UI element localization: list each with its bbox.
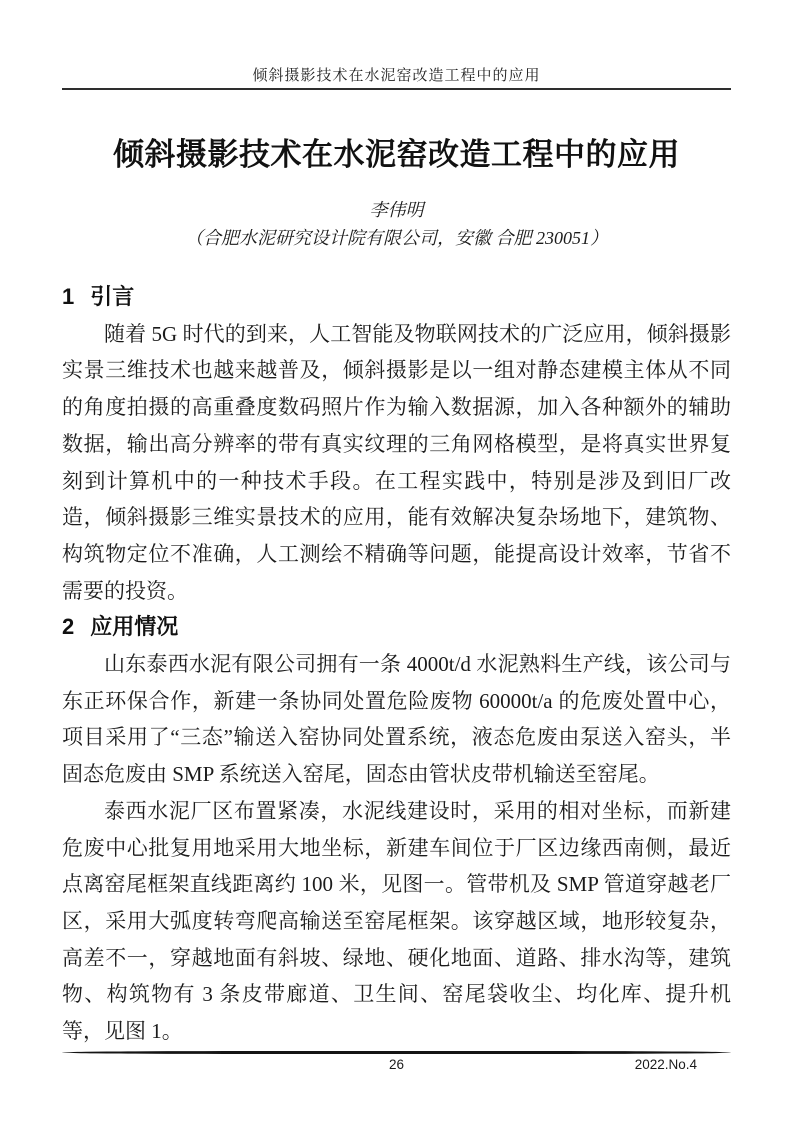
- author-affiliation: （合肥水泥研究设计院有限公司，安徽 合肥 230051）: [185, 228, 608, 248]
- section-number: 1: [62, 284, 75, 309]
- author-name: 李伟明: [369, 200, 424, 220]
- section-title: 应用情况: [90, 614, 179, 640]
- section-title: 引言: [90, 284, 135, 309]
- issue-number: 2022.No.4: [634, 1057, 697, 1072]
- running-header-title: 倾斜摄影技术在水泥窑改造工程中的应用: [252, 68, 541, 84]
- section-heading-1: [62, 279, 731, 316]
- page-content: [62, 0, 731, 1050]
- article-title: 倾斜摄影技术在水泥窑改造工程中的应用: [113, 137, 680, 172]
- section-heading-2: [62, 609, 731, 646]
- section-number: 2: [62, 614, 75, 640]
- paragraph: 山东泰西水泥有限公司拥有一条 4000t/d 水泥熟料生产线，该公司与东正环保合作，新建一条协同处置危险废物 60000t/a 的危废处置中心，项目采用了“三态”输送入窑协同处置系统，液态危废由泵送入窑头，半固态危废由 SMP 系统送入窑尾，固态由管状皮带机输送至窑尾。: [62, 652, 731, 787]
- paragraph: 泰西水泥厂区布置紧凑，水泥线建设时，采用的相对坐标，而新建危废中心批复用地采用大地坐标，新建车间位于厂区边缘西南侧，最近点离窑尾框架直线距离约 100 米，见图一。管带机及 SMP 管道穿越老厂区，采用大弧度转弯爬高输送至窑尾框架。该穿越区域，地形较复杂，高差不一，穿越地面有斜坡、绿地、硬化地面、道路、排水沟等，建筑物、构筑物有 3 条皮带廊道、卫生间、窑尾袋收尘、均化库、提升机等，见图 1。: [62, 798, 731, 1044]
- page-footer: [62, 1057, 731, 1077]
- footer-rule: [62, 1051, 731, 1054]
- page-number: 26: [388, 1057, 405, 1072]
- paragraph: 随着 5G 时代的到来，人工智能及物联网技术的广泛应用，倾斜摄影实景三维技术也越来越普及，倾斜摄影是以一组对静态建模主体从不同的角度拍摄的高重叠度数码照片作为输入数据源，加入各种额外的辅助数据，输出高分辨率的带有真实纹理的三角网格模型，是将真实世界复刻到计算机中的一种技术手段。在工程实践中，特别是涉及到旧厂改造，倾斜摄影三维实景技术的应用，能有效解决复杂场地下，建筑物、构筑物定位不准确，人工测绘不精确等问题，能提高设计效率，节省不需要的投资。: [62, 321, 731, 603]
- header-rule: [62, 88, 731, 90]
- article-body: [62, 279, 731, 1050]
